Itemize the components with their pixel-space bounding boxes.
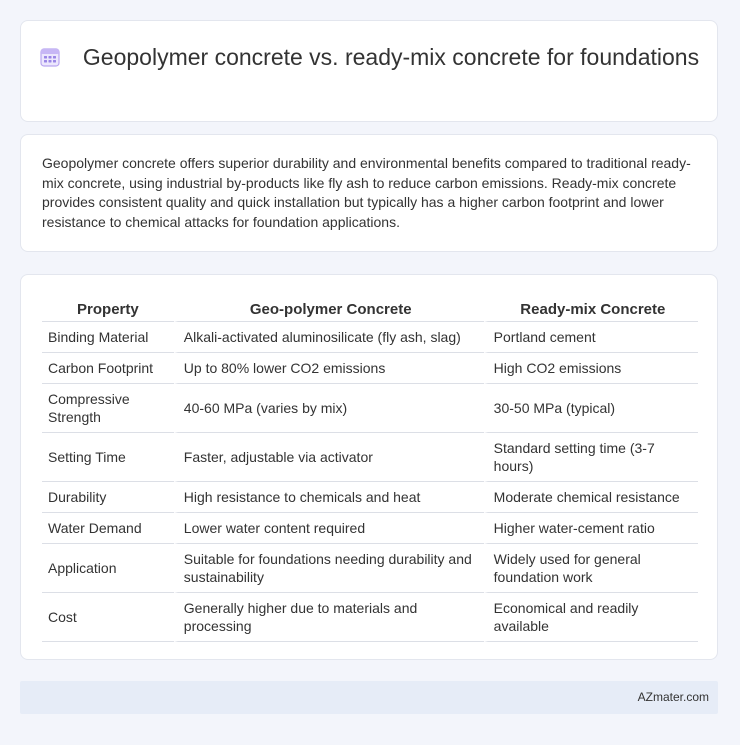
cell-ready-mix: 30-50 MPa (typical) <box>484 384 698 433</box>
cell-ready-mix: Standard setting time (3-7 hours) <box>484 433 698 482</box>
summary-paragraph: Geopolymer concrete offers superior durability and environmental benefits compared to traditional ready-mix concrete, using industrial by-products like fly ash to reduce carbon emissions. Ready-mix concrete provides consistent quality and quick installation but typically has a higher carbon footprint and lower resistance to chemical attacks for foundation applications. <box>42 155 691 230</box>
cell-geopolymer: High resistance to chemicals and heat <box>174 482 484 513</box>
table-row <box>42 544 698 593</box>
footer-bar <box>20 681 718 714</box>
footer-brand: AZmater.com <box>637 690 709 704</box>
cell-property: Binding Material <box>42 322 174 353</box>
cell-geopolymer: Alkali-activated aluminosilicate (fly ash, slag) <box>174 322 484 353</box>
header-geopolymer: Geo-polymer Concrete <box>174 296 484 322</box>
header-property: Property <box>42 296 174 322</box>
cell-geopolymer: Suitable for foundations needing durability and sustainability <box>174 544 484 593</box>
cell-geopolymer: Lower water content required <box>174 513 484 544</box>
cell-property: Application <box>42 544 174 593</box>
cell-property: Durability <box>42 482 174 513</box>
header-ready-mix: Ready-mix Concrete <box>484 296 698 322</box>
calendar-icon <box>39 46 61 68</box>
cell-geopolymer: Faster, adjustable via activator <box>174 433 484 482</box>
table-row <box>42 433 698 482</box>
title-card <box>20 20 718 122</box>
cell-geopolymer: 40-60 MPa (varies by mix) <box>174 384 484 433</box>
cell-ready-mix: High CO2 emissions <box>484 353 698 384</box>
cell-ready-mix: Higher water-cement ratio <box>484 513 698 544</box>
cell-ready-mix: Economical and readily available <box>484 593 698 642</box>
cell-property: Compressive Strength <box>42 384 174 433</box>
table-row <box>42 593 698 642</box>
cell-ready-mix: Widely used for general foundation work <box>484 544 698 593</box>
page-title-text: Geopolymer concrete vs. ready-mix concrete for foundations <box>82 44 700 70</box>
page-title <box>21 43 717 72</box>
table-row <box>42 482 698 513</box>
cell-ready-mix: Moderate chemical resistance <box>484 482 698 513</box>
comparison-card <box>20 274 718 660</box>
cell-property: Water Demand <box>42 513 174 544</box>
cell-property: Carbon Footprint <box>42 353 174 384</box>
cell-property: Setting Time <box>42 433 174 482</box>
cell-property: Cost <box>42 593 174 642</box>
summary-card <box>20 134 718 252</box>
cell-geopolymer: Up to 80% lower CO2 emissions <box>174 353 484 384</box>
table-header-row <box>42 296 698 322</box>
cell-geopolymer: Generally higher due to materials and processing <box>174 593 484 642</box>
table-row <box>42 384 698 433</box>
table-row <box>42 353 698 384</box>
cell-ready-mix: Portland cement <box>484 322 698 353</box>
table-row <box>42 322 698 353</box>
comparison-table <box>42 296 698 642</box>
table-row <box>42 513 698 544</box>
